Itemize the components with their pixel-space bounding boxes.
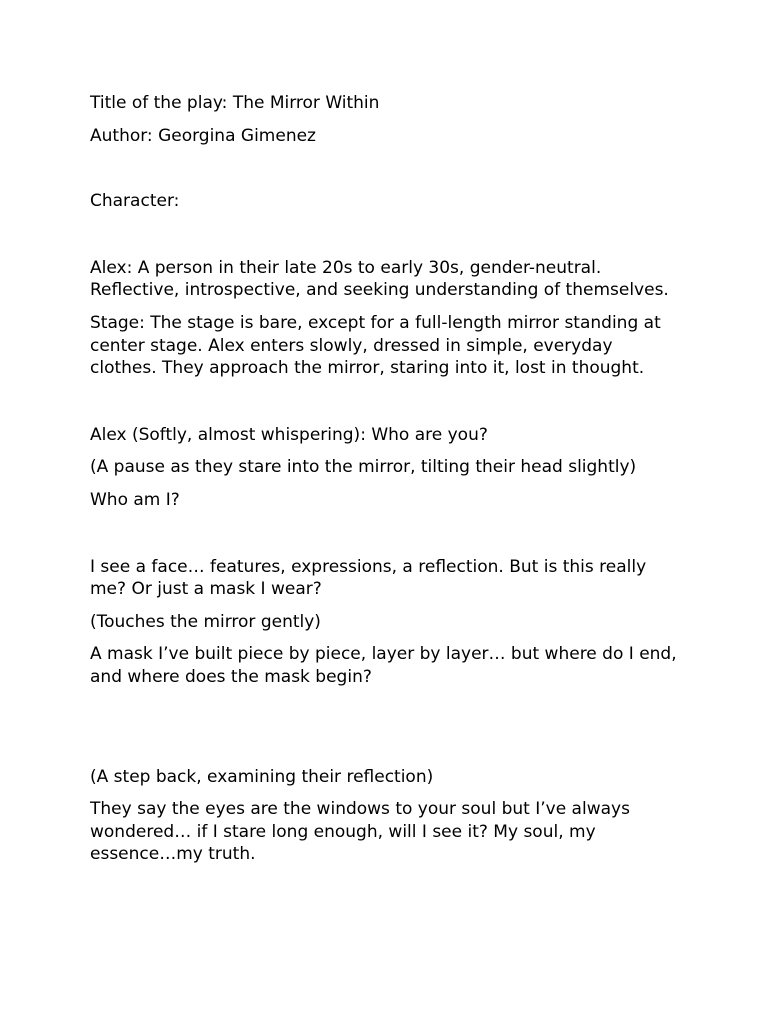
dialogue-line: They say the eyes are the windows to your soul but I’ve always wondered… if I stare long enough, will I see it? My soul, my essence…my truth.	[90, 799, 630, 865]
document-body	[90, 92, 680, 866]
dialogue-line: Alex (Softly, almost whispering): Who are you?	[90, 424, 488, 445]
stage-direction: (Touches the mirror gently)	[90, 611, 321, 632]
character-heading: Character:	[90, 191, 180, 212]
dialogue-line: A mask I’ve built piece by piece, layer by layer… but where do I end, and where does the mask begin?	[90, 644, 677, 687]
play-title: Title of the play: The Mirror Within	[90, 93, 380, 113]
dialogue-line: Who am I?	[90, 489, 180, 510]
dialogue-line: I see a face… features, expressions, a reflection. But is this really me? Or just a mask I wear?	[90, 556, 647, 600]
stage-direction: (A pause as they stare into the mirror, tilting their head slightly)	[90, 457, 637, 478]
character-description: Alex: A person in their late 20s to early 30s, gender-neutral. Reflective, introspective, and seeking understanding of themselves.	[90, 257, 669, 301]
play-author: Author: Georgina Gimenez	[90, 125, 316, 146]
stage-description: Stage: The stage is bare, except for a full-length mirror standing at center stage. Alex enters slowly, dressed in simple, everyday clothes. They approach the mirror, staring into it, lost in thought.	[90, 312, 661, 379]
stage-direction: (A step back, examining their reflection)	[90, 766, 434, 787]
